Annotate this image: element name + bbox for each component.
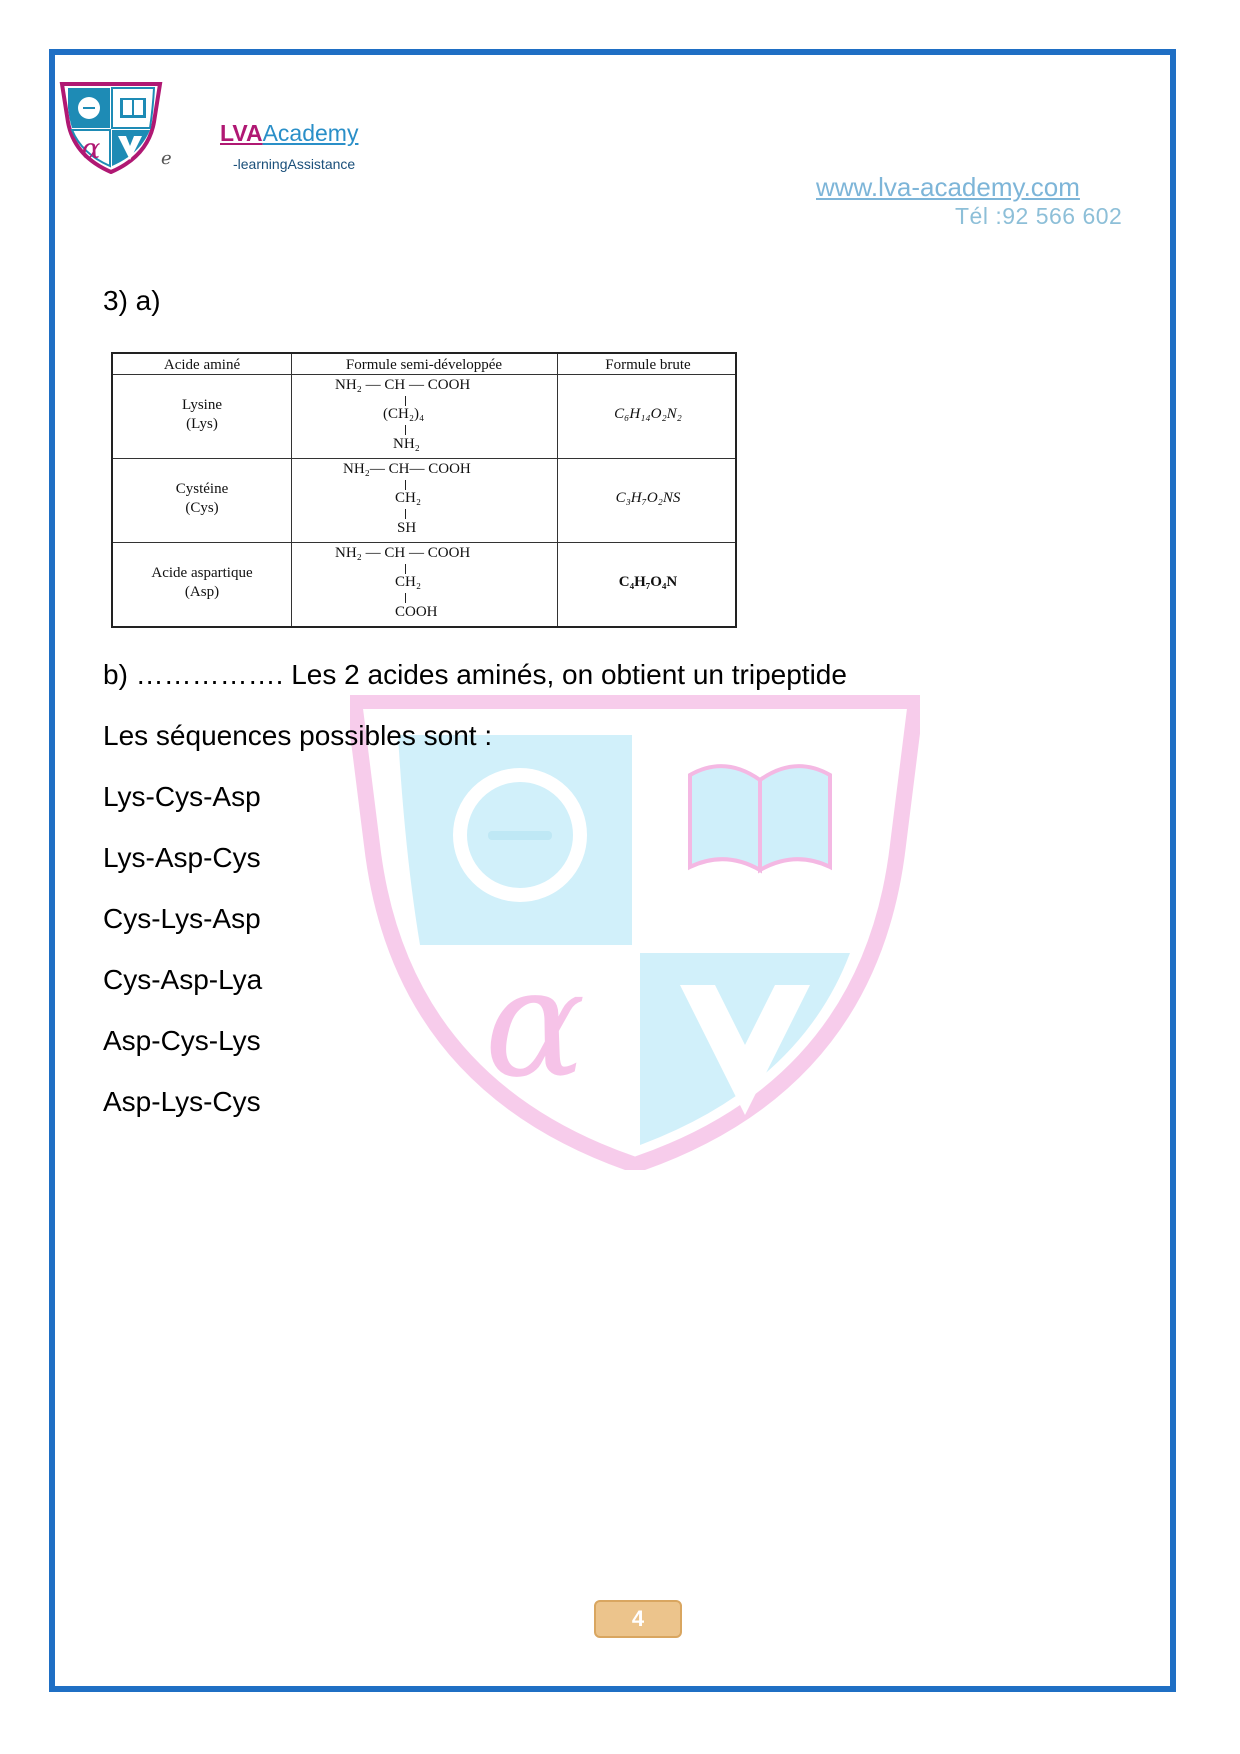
logo-letter: e (161, 148, 172, 169)
website-link[interactable]: www.lva-academy.com (816, 172, 1080, 202)
lva-logo (58, 78, 164, 174)
sequence-item: Cys-Asp-Lya (103, 964, 263, 995)
amino-acid-name (113, 396, 291, 434)
formula-side-chain: CH₂ (395, 490, 422, 506)
formula-terminal: SH (397, 520, 417, 536)
formula-side-chain: CH₂ (395, 574, 422, 590)
table-header-cell: Formule semi-développée (345, 357, 503, 373)
semi-developed-formula (291, 374, 557, 460)
table-header-cell: Formule brute (605, 357, 691, 373)
page-number-badge: 4 (594, 1600, 682, 1638)
formula-bond (405, 480, 406, 490)
amino-acid-fullname: Cystéine (175, 481, 229, 497)
amino-acid-fullname: Lysine (182, 397, 222, 413)
brand-tagline: -learningAssistance (233, 156, 356, 172)
table-header-cell: Acide aminé (163, 357, 241, 373)
sequence-item: Lys-Cys-Asp (103, 781, 261, 812)
semi-developed-formula (291, 458, 557, 544)
formula-bond (405, 396, 406, 406)
formula-bond (405, 425, 406, 435)
amino-acid-abbr: (Cys) (185, 500, 219, 516)
formula-terminal: NH₂ (393, 436, 420, 452)
svg-text:α: α (81, 132, 101, 165)
phone-number: Tél :92 566 602 (955, 203, 1123, 229)
formula-main-chain: NH₂— CH— COOH (343, 461, 471, 477)
sequence-item: Lys-Asp-Cys (103, 842, 261, 873)
question-label: 3) a) (103, 285, 161, 316)
formula-main-chain: NH₂ — CH — COOH (335, 377, 471, 393)
brute-formula: C₃H₇O₂NS (615, 490, 681, 506)
formula-bond (405, 509, 406, 519)
amino-acid-table (111, 352, 737, 628)
brand-name (220, 120, 358, 147)
formula-terminal: COOH (395, 604, 438, 620)
sequence-item: Asp-Lys-Cys (103, 1086, 261, 1117)
part-b-text: b) ……………. Les 2 acides aminés, on obtient un tripeptide (103, 659, 847, 690)
formula-side-chain: (CH₂)₄ (383, 406, 425, 422)
brand-lva: LVA (220, 120, 263, 146)
sequences-intro: Les séquences possibles sont : (103, 720, 493, 751)
svg-text:α: α (484, 937, 586, 1111)
brand-academy: Academy (262, 120, 359, 146)
sequence-item: Asp-Cys-Lys (103, 1025, 261, 1056)
amino-acid-name (113, 564, 291, 602)
amino-acid-name (113, 480, 291, 518)
amino-acid-abbr: (Lys) (186, 416, 218, 432)
formula-bond (405, 564, 406, 574)
brute-formula: C₄H₇O₄N (618, 574, 678, 590)
sequence-item: Cys-Lys-Asp (103, 903, 261, 934)
watermark-shield (350, 695, 920, 1170)
amino-acid-fullname: Acide aspartique (151, 565, 253, 581)
amino-acid-abbr: (Asp) (184, 584, 220, 600)
formula-main-chain: NH₂ — CH — COOH (335, 545, 471, 561)
formula-bond (405, 593, 406, 603)
brute-formula: C₆H₁₄O₂N₂ (614, 406, 682, 422)
semi-developed-formula (291, 542, 557, 628)
